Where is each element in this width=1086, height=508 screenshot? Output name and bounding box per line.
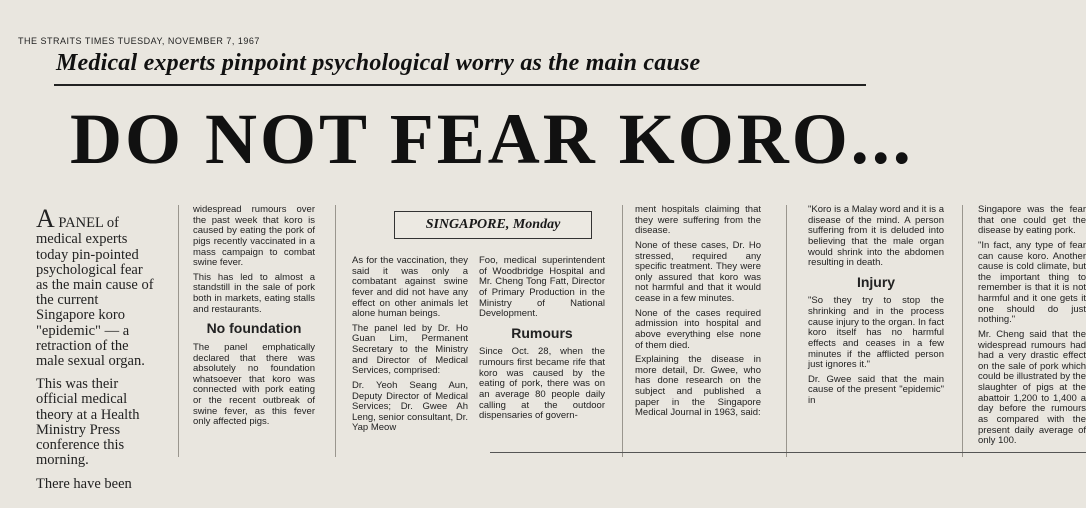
subhead-no-foundation: No foundation [206, 320, 302, 337]
column-4 [479, 256, 605, 508]
column-3 [352, 256, 468, 508]
kicker-headline: Medical experts pinpoint psychological worry as the main cause [56, 50, 701, 76]
paragraph: Mr. Cheng said that the widespread rumours had had a very drastic effect on the sale of pork which could be illustrated by the slaughter of pigs at the abattoir 1,200 to 1,400 a day before the rumours as compared with the present daily average of only 100. [978, 328, 1086, 447]
column-divider [622, 205, 623, 457]
paragraph: This was their official medical theory at a Health Ministry Press conference this morning. [36, 376, 140, 469]
subhead-rumours: Rumours [511, 324, 573, 341]
column-divider [962, 205, 963, 457]
column-1 [36, 204, 156, 492]
paragraph: ment hospitals claiming that they were suffering from the disease. [635, 204, 761, 237]
column-2 [193, 205, 315, 457]
paragraph: As for the vaccination, they said it was only a combatant against swine fever and did not have any effect on other animals let alone human beings. [352, 255, 468, 320]
paragraph: None of these cases, Dr. Ho stressed, required any specific treatment. They were only assured that koro was not harmful and that it would cease in a few minutes. [635, 239, 761, 304]
paragraph: widespread rumours over the past week that koro is caused by eating the pork of pigs recently vaccinated in a mass campaign to combat swine fever. [193, 204, 315, 269]
masthead: THE STRAITS TIMES TUESDAY, NOVEMBER 7, 1967 [18, 36, 260, 46]
paragraph: The panel emphatically declared that there was absolutely no foundation whatsoever that koro was connected with pork eating or the recent outbreak of swine fever, as this fever only affected pigs. [193, 341, 315, 428]
dateline-text: SINGAPORE, Monday [425, 217, 561, 232]
main-headline: DO NOT FEAR KORO... [70, 99, 914, 179]
bottom-rule [490, 452, 1086, 453]
paragraph: None of the cases required admission into hospital and above everything else none of them died. [635, 307, 761, 351]
paragraph: Singapore was the fear that one could get the disease by eating pork. [978, 204, 1086, 237]
subhead-injury: Injury [856, 273, 896, 290]
paragraph: This has led to almost a standstill in the sale of pork both in markets, eating stalls and restaurants. [193, 271, 315, 315]
paragraph: "So they try to stop the shrinking and in the process cause injury to the organ. In fact koro itself has no harmful effects and ceases in a few minutes if the afflicted person just ignores it." [808, 295, 944, 371]
dateline-box [394, 211, 592, 239]
paragraph: Foo, medical superintendent of Woodbridge Hospital and Mr. Cheng Tong Fatt, Director of Primary Production in the Ministry of National Development. [479, 255, 605, 320]
paragraph: Dr. Yeoh Seang Aun, Deputy Director of Medical Services; Dr. Gwee Ah Leng, senior consultant, Dr. Yap Meow [352, 379, 468, 434]
column-5 [635, 205, 761, 457]
paragraph: Since Oct. 28, when the rumours first became rife that koro was caused by the eating of pork, there was on an average 80 people daily calling at the outdoor dispensaries of govern- [479, 346, 605, 422]
column-6 [808, 205, 944, 457]
column-divider [335, 205, 336, 457]
paragraph: Explaining the disease in more detail, Dr. Gwee, who has done research on the subject and published a paper in the Singapore Medical Journal in 1963, said: [635, 354, 761, 419]
paragraph: There have been [36, 475, 132, 492]
kicker-rule [54, 84, 866, 86]
paragraph: The panel led by Dr. Ho Guan Lim, Permanent Secretary to the Ministry and Director of Medical Services, comprised: [352, 322, 468, 377]
column-divider [786, 205, 787, 457]
column-7 [978, 205, 1086, 457]
lead-paragraph: A PANEL of medical experts today pin-pointed psychological fear as the main cause of the current Singapore koro "epidemic" — a retraction of the male sexual organ. [36, 204, 154, 370]
paragraph: "Koro is a Malay word and it is a disease of the mind. A person suffering from it is deluded into believing that the male organ would shrink into the abdomen resulting in death. [808, 204, 944, 269]
paragraph: "In fact, any type of fear can cause koro. Another cause is cold climate, but the important thing to remember is that it is not harmful and it one gets it one should do just nothing." [978, 239, 1086, 326]
column-divider [178, 205, 179, 457]
paragraph: Dr. Gwee said that the main cause of the present "epidemic" in [808, 373, 944, 407]
